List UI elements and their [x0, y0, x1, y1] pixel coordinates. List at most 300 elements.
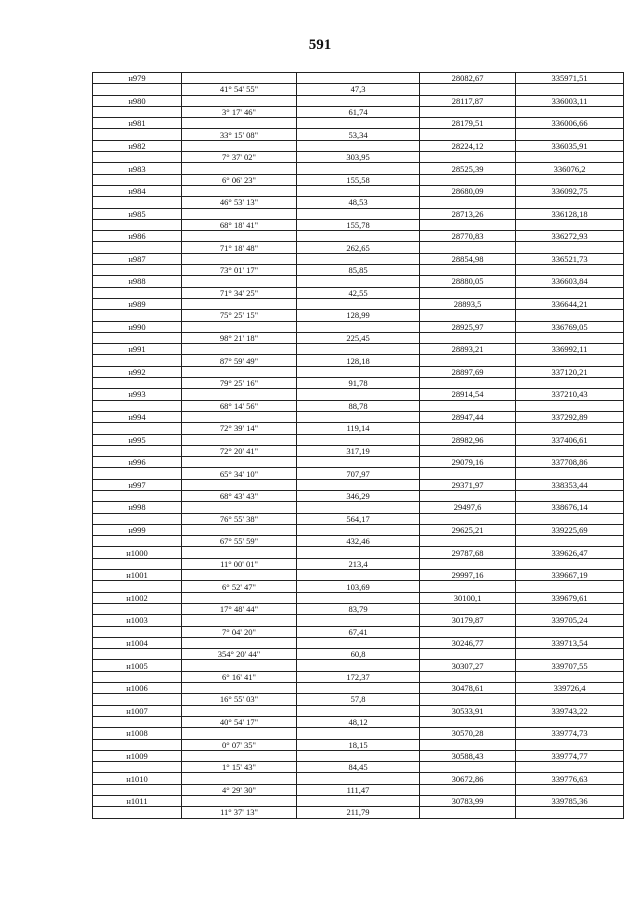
y-coordinate: 336769,05 [516, 321, 624, 332]
empty-cell [182, 73, 297, 84]
segment-row [93, 129, 624, 140]
point-id: н996 [93, 457, 182, 468]
empty-cell [93, 468, 182, 479]
segment-row [93, 784, 624, 795]
point-id: н1010 [93, 773, 182, 784]
y-coordinate: 337406,61 [516, 434, 624, 445]
empty-cell [93, 84, 182, 95]
empty-cell [516, 400, 624, 411]
empty-cell [93, 716, 182, 727]
segment-angle: 6° 06' 23" [182, 174, 297, 185]
y-coordinate: 339785,36 [516, 796, 624, 807]
segment-length: 67,41 [297, 626, 420, 637]
segment-angle: 4° 29' 30" [182, 784, 297, 795]
point-id: н989 [93, 298, 182, 309]
empty-cell [297, 140, 420, 151]
empty-cell [420, 581, 516, 592]
y-coordinate: 339774,77 [516, 750, 624, 761]
segment-row [93, 536, 624, 547]
y-coordinate: 335971,51 [516, 73, 624, 84]
segment-angle: 1° 15' 43" [182, 762, 297, 773]
segment-length: 213,4 [297, 558, 420, 569]
segment-row [93, 581, 624, 592]
empty-cell [420, 762, 516, 773]
empty-cell [420, 694, 516, 705]
empty-cell [516, 129, 624, 140]
x-coordinate: 30100,1 [420, 592, 516, 603]
y-coordinate: 336128,18 [516, 208, 624, 219]
segment-angle: 68° 43' 43" [182, 490, 297, 501]
point-id: н1008 [93, 728, 182, 739]
segment-row [93, 400, 624, 411]
segment-length: 48,53 [297, 197, 420, 208]
x-coordinate: 28925,97 [420, 321, 516, 332]
x-coordinate: 28893,21 [420, 344, 516, 355]
empty-cell [297, 321, 420, 332]
point-id: н1000 [93, 547, 182, 558]
x-coordinate: 28117,87 [420, 95, 516, 106]
empty-cell [182, 479, 297, 490]
x-coordinate: 28713,26 [420, 208, 516, 219]
x-coordinate: 28082,67 [420, 73, 516, 84]
point-row [93, 592, 624, 603]
empty-cell [297, 118, 420, 129]
empty-cell [420, 739, 516, 750]
segment-length: 346,29 [297, 490, 420, 501]
empty-cell [516, 762, 624, 773]
empty-cell [182, 434, 297, 445]
empty-cell [516, 468, 624, 479]
empty-cell [297, 457, 420, 468]
empty-cell [93, 490, 182, 501]
empty-cell [93, 378, 182, 389]
empty-cell [516, 649, 624, 660]
empty-cell [297, 411, 420, 422]
empty-cell [182, 683, 297, 694]
empty-cell [93, 332, 182, 343]
empty-cell [297, 570, 420, 581]
empty-cell [420, 242, 516, 253]
y-coordinate: 339679,61 [516, 592, 624, 603]
point-id: н992 [93, 366, 182, 377]
segment-length: 85,85 [297, 265, 420, 276]
point-row [93, 570, 624, 581]
point-id: н1005 [93, 660, 182, 671]
segment-row [93, 445, 624, 456]
empty-cell [297, 796, 420, 807]
empty-cell [182, 637, 297, 648]
segment-angle: 6° 52' 47" [182, 581, 297, 592]
segment-angle: 72° 39' 14" [182, 423, 297, 434]
empty-cell [182, 592, 297, 603]
empty-cell [516, 174, 624, 185]
point-id: н987 [93, 253, 182, 264]
empty-cell [516, 106, 624, 117]
empty-cell [516, 355, 624, 366]
x-coordinate: 29497,6 [420, 502, 516, 513]
segment-angle: 3° 17' 46" [182, 106, 297, 117]
x-coordinate: 28525,39 [420, 163, 516, 174]
empty-cell [182, 615, 297, 626]
empty-cell [420, 152, 516, 163]
empty-cell [516, 84, 624, 95]
empty-cell [93, 762, 182, 773]
segment-length: 88,78 [297, 400, 420, 411]
point-row [93, 298, 624, 309]
segment-angle: 33° 15' 08" [182, 129, 297, 140]
x-coordinate: 29371,97 [420, 479, 516, 490]
empty-cell [182, 344, 297, 355]
x-coordinate: 28224,12 [420, 140, 516, 151]
point-row [93, 683, 624, 694]
empty-cell [516, 242, 624, 253]
segment-row [93, 807, 624, 818]
empty-cell [93, 355, 182, 366]
point-id: н1002 [93, 592, 182, 603]
empty-cell [297, 524, 420, 535]
empty-cell [297, 366, 420, 377]
x-coordinate: 30570,28 [420, 728, 516, 739]
y-coordinate: 336644,21 [516, 298, 624, 309]
empty-cell [516, 287, 624, 298]
y-coordinate: 336521,73 [516, 253, 624, 264]
point-id: н1004 [93, 637, 182, 648]
y-coordinate: 336092,75 [516, 185, 624, 196]
empty-cell [420, 536, 516, 547]
y-coordinate: 336076,2 [516, 163, 624, 174]
point-row [93, 185, 624, 196]
empty-cell [182, 140, 297, 151]
segment-angle: 354° 20' 44" [182, 649, 297, 660]
empty-cell [420, 558, 516, 569]
x-coordinate: 28914,54 [420, 389, 516, 400]
point-id: н999 [93, 524, 182, 535]
segment-angle: 68° 14' 56" [182, 400, 297, 411]
segment-angle: 75° 25' 15" [182, 310, 297, 321]
empty-cell [93, 197, 182, 208]
y-coordinate: 336992,11 [516, 344, 624, 355]
empty-cell [297, 253, 420, 264]
empty-cell [516, 807, 624, 818]
empty-cell [182, 705, 297, 716]
empty-cell [516, 378, 624, 389]
empty-cell [297, 95, 420, 106]
empty-cell [93, 626, 182, 637]
x-coordinate: 29079,16 [420, 457, 516, 468]
empty-cell [420, 603, 516, 614]
point-row [93, 796, 624, 807]
y-coordinate: 336035,91 [516, 140, 624, 151]
empty-cell [516, 716, 624, 727]
segment-angle: 11° 37' 13" [182, 807, 297, 818]
empty-cell [516, 445, 624, 456]
point-row [93, 434, 624, 445]
x-coordinate: 30478,61 [420, 683, 516, 694]
empty-cell [297, 750, 420, 761]
empty-cell [182, 660, 297, 671]
empty-cell [297, 163, 420, 174]
empty-cell [420, 445, 516, 456]
segment-row [93, 739, 624, 750]
segment-angle: 17° 48' 44" [182, 603, 297, 614]
point-row [93, 208, 624, 219]
x-coordinate: 30783,99 [420, 796, 516, 807]
segment-angle: 72° 20' 41" [182, 445, 297, 456]
empty-cell [93, 423, 182, 434]
empty-cell [297, 637, 420, 648]
empty-cell [420, 332, 516, 343]
segment-angle: 46° 53' 13" [182, 197, 297, 208]
point-row [93, 253, 624, 264]
point-row [93, 524, 624, 535]
empty-cell [420, 106, 516, 117]
point-id: н998 [93, 502, 182, 513]
empty-cell [182, 796, 297, 807]
segment-length: 53,34 [297, 129, 420, 140]
empty-cell [420, 649, 516, 660]
segment-length: 317,19 [297, 445, 420, 456]
segment-row [93, 762, 624, 773]
y-coordinate: 337120,21 [516, 366, 624, 377]
empty-cell [182, 366, 297, 377]
empty-cell [420, 671, 516, 682]
empty-cell [297, 705, 420, 716]
point-row [93, 73, 624, 84]
point-id: н986 [93, 231, 182, 242]
empty-cell [297, 298, 420, 309]
empty-cell [420, 355, 516, 366]
coordinates-table-body [93, 73, 624, 819]
empty-cell [93, 287, 182, 298]
point-id: н997 [93, 479, 182, 490]
empty-cell [182, 208, 297, 219]
point-row [93, 140, 624, 151]
y-coordinate: 339667,19 [516, 570, 624, 581]
segment-row [93, 626, 624, 637]
empty-cell [420, 129, 516, 140]
empty-cell [420, 287, 516, 298]
empty-cell [516, 219, 624, 230]
empty-cell [182, 728, 297, 739]
segment-row [93, 219, 624, 230]
empty-cell [182, 185, 297, 196]
y-coordinate: 336272,93 [516, 231, 624, 242]
segment-angle: 67° 55' 59" [182, 536, 297, 547]
empty-cell [93, 174, 182, 185]
point-row [93, 118, 624, 129]
empty-cell [93, 807, 182, 818]
segment-length: 47,3 [297, 84, 420, 95]
segment-angle: 73° 01' 17" [182, 265, 297, 276]
x-coordinate: 29997,16 [420, 570, 516, 581]
empty-cell [297, 502, 420, 513]
empty-cell [182, 231, 297, 242]
point-id: н1001 [93, 570, 182, 581]
segment-length: 262,65 [297, 242, 420, 253]
y-coordinate: 339776,63 [516, 773, 624, 784]
empty-cell [420, 513, 516, 524]
empty-cell [182, 773, 297, 784]
point-id: н984 [93, 185, 182, 196]
empty-cell [182, 298, 297, 309]
empty-cell [297, 592, 420, 603]
y-coordinate: 339707,55 [516, 660, 624, 671]
segment-length: 83,79 [297, 603, 420, 614]
point-row [93, 502, 624, 513]
point-row [93, 705, 624, 716]
empty-cell [93, 581, 182, 592]
segment-angle: 16° 55' 03" [182, 694, 297, 705]
empty-cell [516, 310, 624, 321]
segment-row [93, 671, 624, 682]
segment-length: 84,45 [297, 762, 420, 773]
empty-cell [516, 197, 624, 208]
y-coordinate: 337708,86 [516, 457, 624, 468]
segment-row [93, 716, 624, 727]
empty-cell [516, 739, 624, 750]
empty-cell [297, 434, 420, 445]
point-row [93, 163, 624, 174]
empty-cell [93, 739, 182, 750]
empty-cell [516, 536, 624, 547]
point-id: н988 [93, 276, 182, 287]
y-coordinate: 338676,14 [516, 502, 624, 513]
segment-row [93, 265, 624, 276]
segment-angle: 71° 18' 48" [182, 242, 297, 253]
segment-row [93, 242, 624, 253]
empty-cell [182, 547, 297, 558]
point-id: н1006 [93, 683, 182, 694]
empty-cell [182, 95, 297, 106]
point-id: н985 [93, 208, 182, 219]
empty-cell [182, 321, 297, 332]
empty-cell [516, 603, 624, 614]
empty-cell [93, 649, 182, 660]
point-id: н1003 [93, 615, 182, 626]
empty-cell [182, 570, 297, 581]
segment-angle: 7° 37' 02" [182, 152, 297, 163]
empty-cell [182, 457, 297, 468]
empty-cell [297, 344, 420, 355]
empty-cell [420, 219, 516, 230]
y-coordinate: 339726,4 [516, 683, 624, 694]
empty-cell [420, 626, 516, 637]
segment-length: 564,17 [297, 513, 420, 524]
x-coordinate: 29787,68 [420, 547, 516, 558]
segment-angle: 76° 55' 38" [182, 513, 297, 524]
point-row [93, 479, 624, 490]
segment-angle: 68° 18' 41" [182, 219, 297, 230]
empty-cell [420, 423, 516, 434]
segment-length: 155,58 [297, 174, 420, 185]
empty-cell [297, 615, 420, 626]
segment-length: 91,78 [297, 378, 420, 389]
empty-cell [297, 683, 420, 694]
segment-length: 57,8 [297, 694, 420, 705]
empty-cell [93, 265, 182, 276]
y-coordinate: 339225,69 [516, 524, 624, 535]
empty-cell [93, 558, 182, 569]
y-coordinate: 336006,66 [516, 118, 624, 129]
x-coordinate: 28179,51 [420, 118, 516, 129]
empty-cell [516, 152, 624, 163]
point-id: н980 [93, 95, 182, 106]
empty-cell [297, 547, 420, 558]
segment-length: 707,97 [297, 468, 420, 479]
empty-cell [516, 490, 624, 501]
segment-row [93, 106, 624, 117]
empty-cell [297, 231, 420, 242]
empty-cell [93, 400, 182, 411]
point-row [93, 660, 624, 671]
point-row [93, 321, 624, 332]
empty-cell [297, 208, 420, 219]
segment-angle: 98° 21' 18" [182, 332, 297, 343]
x-coordinate: 28680,09 [420, 185, 516, 196]
empty-cell [182, 389, 297, 400]
point-row [93, 411, 624, 422]
segment-angle: 7° 04' 20" [182, 626, 297, 637]
point-id: н993 [93, 389, 182, 400]
segment-length: 60,8 [297, 649, 420, 660]
point-row [93, 389, 624, 400]
x-coordinate: 30588,43 [420, 750, 516, 761]
empty-cell [297, 479, 420, 490]
segment-angle: 40° 54' 17" [182, 716, 297, 727]
segment-row [93, 603, 624, 614]
y-coordinate: 336603,84 [516, 276, 624, 287]
segment-angle: 0° 07' 35" [182, 739, 297, 750]
point-id: н979 [93, 73, 182, 84]
point-id: н1011 [93, 796, 182, 807]
x-coordinate: 30179,87 [420, 615, 516, 626]
x-coordinate: 28770,83 [420, 231, 516, 242]
y-coordinate: 339713,54 [516, 637, 624, 648]
point-row [93, 773, 624, 784]
empty-cell [93, 671, 182, 682]
empty-cell [93, 106, 182, 117]
point-row [93, 366, 624, 377]
empty-cell [297, 773, 420, 784]
empty-cell [420, 807, 516, 818]
segment-length: 111,47 [297, 784, 420, 795]
empty-cell [420, 490, 516, 501]
segment-length: 128,18 [297, 355, 420, 366]
point-id: н995 [93, 434, 182, 445]
empty-cell [420, 468, 516, 479]
point-row [93, 615, 624, 626]
segment-row [93, 287, 624, 298]
empty-cell [93, 603, 182, 614]
point-row [93, 95, 624, 106]
segment-length: 61,74 [297, 106, 420, 117]
x-coordinate: 30533,91 [420, 705, 516, 716]
coordinates-table [92, 72, 624, 819]
segment-row [93, 174, 624, 185]
empty-cell [182, 524, 297, 535]
empty-cell [182, 253, 297, 264]
segment-length: 48,12 [297, 716, 420, 727]
point-id: н1007 [93, 705, 182, 716]
segment-angle: 41° 54' 55" [182, 84, 297, 95]
point-row [93, 457, 624, 468]
empty-cell [516, 423, 624, 434]
segment-length: 225,45 [297, 332, 420, 343]
empty-cell [420, 716, 516, 727]
y-coordinate: 337210,43 [516, 389, 624, 400]
empty-cell [420, 310, 516, 321]
empty-cell [516, 332, 624, 343]
